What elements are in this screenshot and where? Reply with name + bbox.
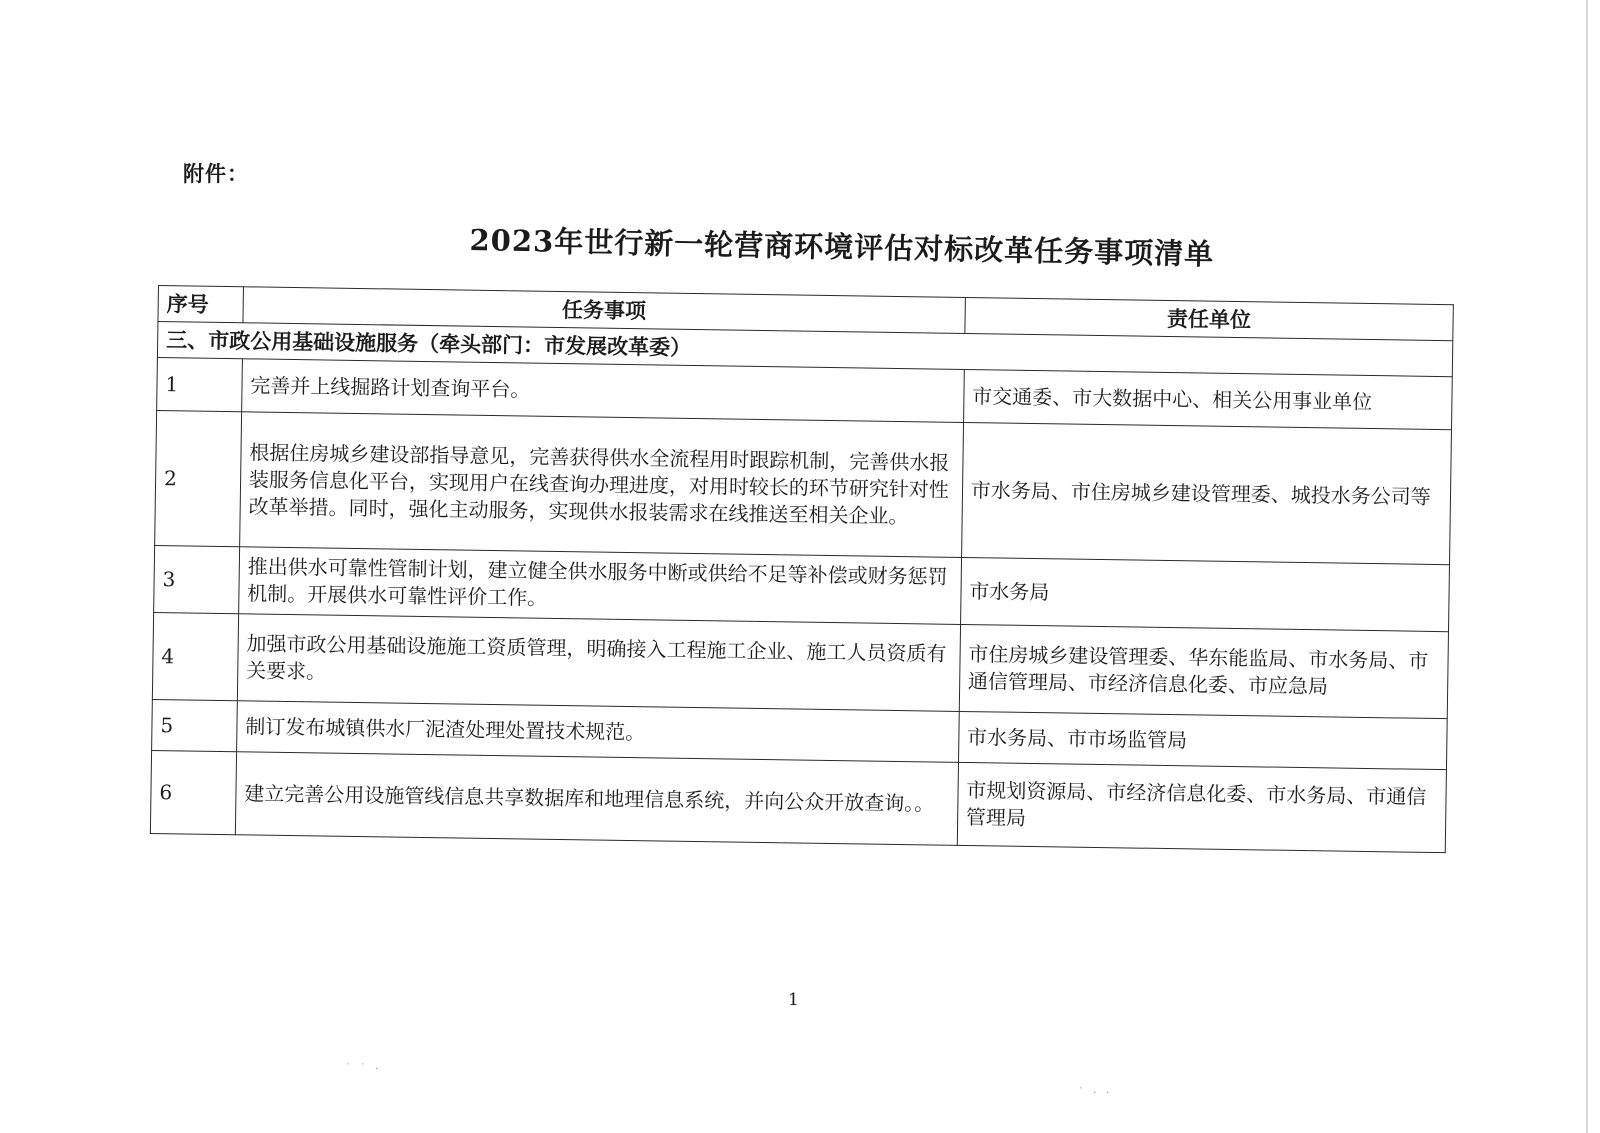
scan-speck: ˙ · · [1078, 1086, 1113, 1099]
page-number: 1 [788, 990, 799, 1010]
scan-speck: ˙ ˙ · [345, 1062, 382, 1075]
row-unit: 市规划资源局、市经济信息化委、市水务局、市通信管理局 [957, 762, 1446, 852]
row-task: 加强市政公用基础设施施工资质管理，明确接入工程施工企业、施工人员资质有关要求。 [237, 614, 960, 712]
row-num: 6 [150, 750, 236, 834]
row-task: 制订发布城镇供水厂泥渣处理处置技术规范。 [236, 701, 959, 763]
row-unit: 市住房城乡建设管理委、华东能监局、市水务局、市通信管理局、市经济信息化委、市应急局 [959, 624, 1448, 718]
header-num: 序号 [158, 286, 243, 323]
row-task: 完善并上线掘路计划查询平台。 [241, 359, 964, 423]
row-task: 建立完善公用设施管线信息共享数据库和地理信息系统，并向公众开放查询。。 [235, 752, 958, 846]
header-task: 任务事项 [243, 287, 965, 334]
row-num: 5 [152, 699, 238, 751]
task-table [150, 285, 1454, 853]
row-unit: 市水务局、市住房城乡建设管理委、城投水务公司等 [961, 422, 1451, 564]
section-title: 三、市政公用基础设施服务（牵头部门：市发展改革委） [157, 322, 1452, 377]
row-num: 4 [152, 612, 238, 700]
document-title: 2023年世行新一轮营商环境评估对标改革任务事项清单 [469, 222, 1215, 272]
row-task: 根据住房城乡建设部指导意见，完善获得供水全流程用时跟踪机制，完善供水报装服务信息化平台，实现用户在线查询办理进度，对用时较长的环节研究针对性改革举措。同时，强化主动服务，实现供水报装需求在线推送至相关企业。 [239, 412, 963, 558]
task-table-wrapper [150, 285, 1454, 853]
row-num: 2 [155, 410, 242, 546]
table-row [155, 410, 1452, 564]
scan-edge [1586, 0, 1588, 1133]
row-unit: 市水务局 [960, 557, 1449, 631]
row-task: 推出供水可靠性管制计划，建立健全供水服务中断或供给不足等补偿或财务惩罚机制。开展供水可靠性评价工作。 [238, 547, 961, 625]
header-unit: 责任单位 [965, 297, 1454, 340]
row-unit: 市水务局、市市场监管局 [958, 711, 1447, 769]
row-num: 3 [154, 545, 240, 613]
row-unit: 市交通委、市大数据中心、相关公用事业单位 [963, 369, 1452, 429]
row-num: 1 [157, 357, 243, 411]
attachment-label: 附件： [183, 161, 249, 186]
